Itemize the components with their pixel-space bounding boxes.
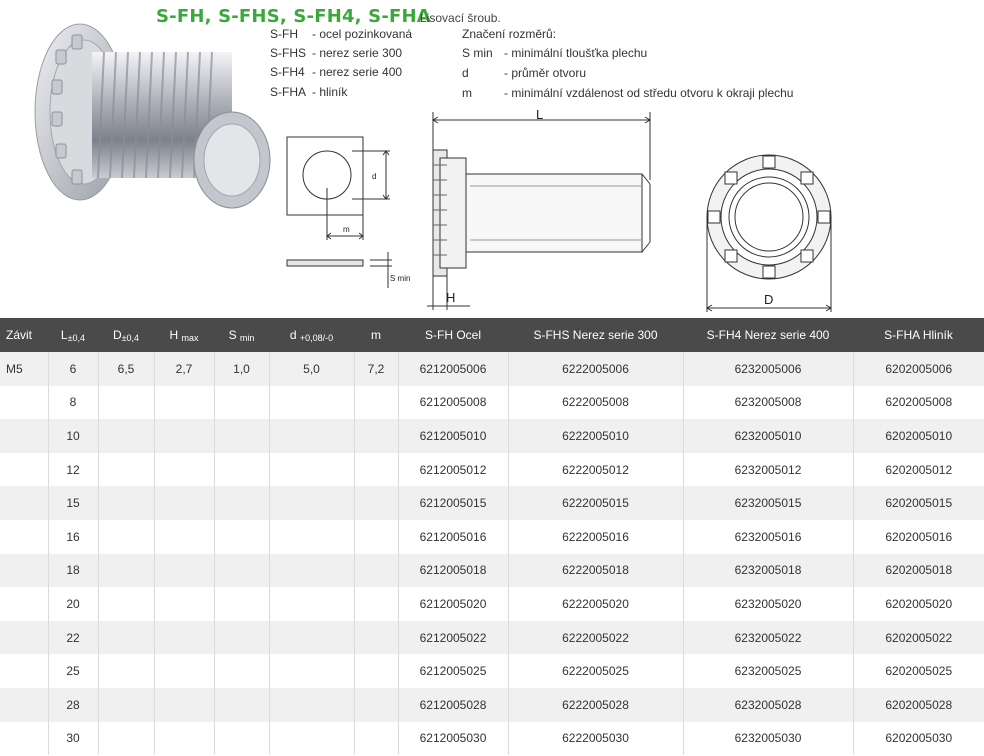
cell-S	[214, 688, 269, 722]
cell-fh: 6212005010	[398, 419, 508, 453]
cell-D	[98, 486, 154, 520]
cell-thread: M5	[0, 352, 48, 386]
col-header-D	[98, 318, 154, 352]
cell-m	[354, 554, 398, 588]
material-code: S-FHA	[270, 85, 306, 99]
cell-fhs: 6222005022	[508, 621, 683, 655]
cell-H	[154, 554, 214, 588]
col-header-fhs: S-FHS Nerez serie 300	[508, 318, 683, 352]
cell-H	[154, 520, 214, 554]
cell-D	[98, 722, 154, 756]
cell-S	[214, 520, 269, 554]
cell-d	[269, 386, 354, 420]
table-row	[0, 722, 984, 756]
cell-m	[354, 654, 398, 688]
cell-thread	[0, 386, 48, 420]
cell-thread	[0, 554, 48, 588]
cell-fh4: 6232005016	[683, 520, 853, 554]
cell-fha: 6202005015	[853, 486, 984, 520]
cell-L: 12	[48, 453, 98, 487]
cell-fh: 6212005025	[398, 654, 508, 688]
col-header-H	[154, 318, 214, 352]
table-row	[0, 688, 984, 722]
material-item	[270, 27, 412, 41]
cell-m	[354, 419, 398, 453]
table-row	[0, 486, 984, 520]
dim-label-L: L	[536, 107, 544, 122]
cell-fhs: 6222005025	[508, 654, 683, 688]
cell-S	[214, 453, 269, 487]
cell-L: 20	[48, 587, 98, 621]
cell-L: 28	[48, 688, 98, 722]
cell-d	[269, 722, 354, 756]
table-row	[0, 554, 984, 588]
col-header-d	[269, 318, 354, 352]
dim-label-D: D	[764, 292, 774, 307]
cell-H	[154, 453, 214, 487]
cell-D	[98, 587, 154, 621]
col-header-d-sub: +0,08/-0	[299, 332, 334, 343]
cell-H	[154, 587, 214, 621]
cell-d	[269, 520, 354, 554]
col-header-L-sub: ±0,4	[67, 332, 86, 343]
col-header-m: m	[354, 318, 398, 352]
legend-item	[462, 46, 647, 60]
cell-fha: 6202005008	[853, 386, 984, 420]
table-row	[0, 520, 984, 554]
cell-H	[154, 688, 214, 722]
cell-fh: 6212005020	[398, 587, 508, 621]
cell-fh4: 6232005012	[683, 453, 853, 487]
dim-label-H: H	[446, 290, 456, 305]
cell-fh: 6212005015	[398, 486, 508, 520]
legend-item	[462, 66, 586, 80]
page-title: S-FH, S-FHS, S-FH4, S-FHA	[156, 6, 431, 27]
cell-fha: 6202005018	[853, 554, 984, 588]
col-header-fha: S-FHA Hliník	[853, 318, 984, 352]
cell-m	[354, 453, 398, 487]
cell-m	[354, 621, 398, 655]
material-code: S-FH	[270, 27, 298, 41]
col-header-H-sub: max	[181, 332, 199, 343]
legend-text: - průměr otvoru	[504, 66, 587, 80]
cell-fh4: 6232005018	[683, 554, 853, 588]
dim-label-d: d	[372, 172, 377, 181]
page-subtitle: Lisovací šroub.	[420, 11, 501, 25]
cell-m	[354, 587, 398, 621]
cell-fha: 6202005020	[853, 587, 984, 621]
cell-fhs: 6222005010	[508, 419, 683, 453]
cell-d	[269, 688, 354, 722]
material-text: - nerez serie 400	[312, 65, 403, 79]
cell-S	[214, 386, 269, 420]
cell-fhs: 6222005020	[508, 587, 683, 621]
cell-S	[214, 419, 269, 453]
cell-m: 7,2	[354, 352, 398, 386]
cell-L: 16	[48, 520, 98, 554]
cell-fh4: 6232005020	[683, 587, 853, 621]
cell-L: 25	[48, 654, 98, 688]
legend-symbol: m	[462, 86, 472, 100]
cell-d	[269, 486, 354, 520]
legend-text: - minimální tloušťka plechu	[504, 46, 648, 60]
cell-fh4: 6232005010	[683, 419, 853, 453]
table-row	[0, 587, 984, 621]
table-row	[0, 419, 984, 453]
legend-symbol: S min	[462, 46, 493, 60]
cell-fha: 6202005022	[853, 621, 984, 655]
cell-fhs: 6222005008	[508, 386, 683, 420]
cell-L: 6	[48, 352, 98, 386]
cell-H	[154, 419, 214, 453]
cell-m	[354, 520, 398, 554]
table-row	[0, 352, 984, 386]
cell-L: 18	[48, 554, 98, 588]
cell-fh4: 6232005025	[683, 654, 853, 688]
material-text: - nerez serie 300	[312, 46, 403, 60]
cell-H	[154, 621, 214, 655]
cell-L: 8	[48, 386, 98, 420]
cell-L: 30	[48, 722, 98, 756]
cell-d	[269, 453, 354, 487]
table-row	[0, 654, 984, 688]
cell-d	[269, 621, 354, 655]
col-header-H-main: H	[169, 327, 179, 342]
cell-fhs: 6222005015	[508, 486, 683, 520]
cell-fha: 6202005028	[853, 688, 984, 722]
cell-m	[354, 486, 398, 520]
cell-fha: 6202005010	[853, 419, 984, 453]
cell-fh: 6212005012	[398, 453, 508, 487]
cell-L: 22	[48, 621, 98, 655]
product-photo	[35, 24, 270, 208]
cell-thread	[0, 621, 48, 655]
cell-fhs: 6222005018	[508, 554, 683, 588]
material-item	[270, 46, 402, 60]
cell-thread	[0, 587, 48, 621]
cell-fh: 6212005028	[398, 688, 508, 722]
table-row	[0, 386, 984, 420]
front-view-drawing	[707, 155, 831, 312]
cell-fha: 6202005025	[853, 654, 984, 688]
cell-H	[154, 654, 214, 688]
cell-S	[214, 621, 269, 655]
cell-fhs: 6222005028	[508, 688, 683, 722]
material-code: S-FH4	[270, 65, 305, 79]
side-view-drawing	[427, 112, 650, 310]
col-header-S-main: S	[228, 327, 237, 342]
cell-m	[354, 722, 398, 756]
cell-D	[98, 386, 154, 420]
cell-L: 15	[48, 486, 98, 520]
col-header-fh: S-FH Ocel	[398, 318, 508, 352]
col-header-d-main: d	[289, 327, 297, 342]
table-row	[0, 453, 984, 487]
cell-d	[269, 554, 354, 588]
cell-D	[98, 621, 154, 655]
cell-fh: 6212005030	[398, 722, 508, 756]
cell-thread	[0, 419, 48, 453]
cell-D	[98, 520, 154, 554]
spec-table	[0, 318, 984, 755]
legend-symbol: d	[462, 66, 469, 80]
cell-S	[214, 587, 269, 621]
table-row	[0, 621, 984, 655]
cell-fh4: 6232005006	[683, 352, 853, 386]
legend-text: - minimální vzdálenost od středu otvoru k okraji plechu	[504, 86, 794, 100]
cell-d	[269, 587, 354, 621]
cell-fha: 6202005016	[853, 520, 984, 554]
cell-fh4: 6232005030	[683, 722, 853, 756]
cell-fh4: 6232005008	[683, 386, 853, 420]
header-area	[0, 0, 984, 318]
col-header-L	[48, 318, 98, 352]
cell-fhs: 6222005016	[508, 520, 683, 554]
cell-d	[269, 654, 354, 688]
cell-fh4: 6232005015	[683, 486, 853, 520]
col-header-S	[214, 318, 269, 352]
col-header-thread: Závit	[0, 318, 48, 352]
cell-S	[214, 486, 269, 520]
cell-H	[154, 386, 214, 420]
cell-fh4: 6232005028	[683, 688, 853, 722]
cell-thread	[0, 453, 48, 487]
cell-S: 1,0	[214, 352, 269, 386]
cell-L: 10	[48, 419, 98, 453]
material-text: - hliník	[312, 85, 348, 99]
cell-thread	[0, 654, 48, 688]
dim-label-smin: S min	[390, 274, 411, 283]
cell-thread	[0, 486, 48, 520]
col-header-D-sub: ±0,4	[121, 332, 140, 343]
cell-fha: 6202005006	[853, 352, 984, 386]
cell-thread	[0, 520, 48, 554]
cell-fha: 6202005030	[853, 722, 984, 756]
cell-D	[98, 419, 154, 453]
plate-drawing	[287, 137, 392, 288]
material-text: - ocel pozinkovaná	[312, 27, 413, 41]
cell-fh: 6212005008	[398, 386, 508, 420]
dim-label-m: m	[343, 225, 350, 234]
cell-D: 6,5	[98, 352, 154, 386]
legend-title: Značení rozměrů:	[462, 27, 557, 41]
cell-d	[269, 419, 354, 453]
cell-fh: 6212005018	[398, 554, 508, 588]
cell-thread	[0, 722, 48, 756]
cell-D	[98, 453, 154, 487]
material-item	[270, 85, 347, 99]
cell-D	[98, 688, 154, 722]
cell-fhs: 6222005006	[508, 352, 683, 386]
cell-fha: 6202005012	[853, 453, 984, 487]
cell-S	[214, 722, 269, 756]
cell-H	[154, 722, 214, 756]
cell-H: 2,7	[154, 352, 214, 386]
cell-fhs: 6222005012	[508, 453, 683, 487]
col-header-fh4: S-FH4 Nerez serie 400	[683, 318, 853, 352]
cell-fh: 6212005006	[398, 352, 508, 386]
cell-m	[354, 688, 398, 722]
legend-item	[462, 86, 793, 100]
cell-fhs: 6222005030	[508, 722, 683, 756]
cell-D	[98, 554, 154, 588]
cell-fh4: 6232005022	[683, 621, 853, 655]
cell-S	[214, 554, 269, 588]
table-header-row	[0, 318, 984, 352]
cell-fh: 6212005016	[398, 520, 508, 554]
cell-m	[354, 386, 398, 420]
col-header-L-main: L	[60, 327, 68, 342]
cell-S	[214, 654, 269, 688]
cell-D	[98, 654, 154, 688]
cell-d: 5,0	[269, 352, 354, 386]
col-header-D-main: D	[112, 327, 122, 342]
cell-fh: 6212005022	[398, 621, 508, 655]
material-item	[270, 65, 402, 79]
cell-H	[154, 486, 214, 520]
material-code: S-FHS	[270, 46, 306, 60]
col-header-S-sub: min	[239, 332, 255, 343]
cell-thread	[0, 688, 48, 722]
